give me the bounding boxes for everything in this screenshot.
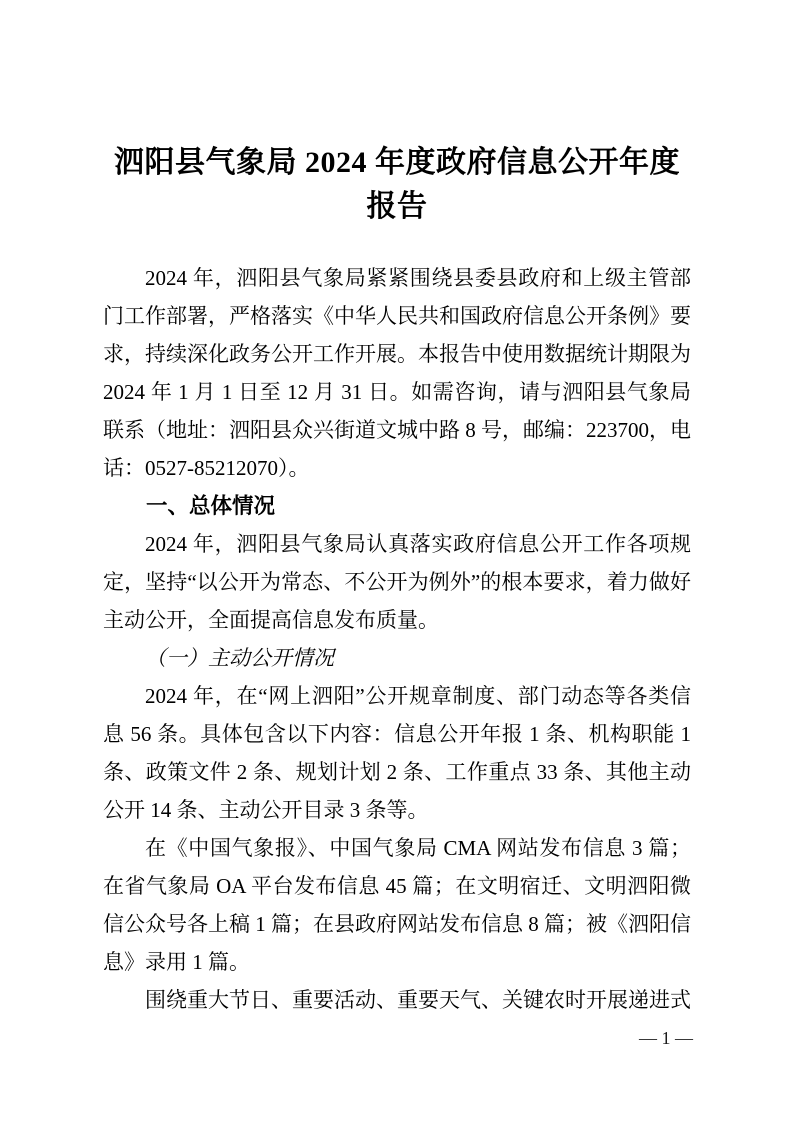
document-content xyxy=(103,141,691,1019)
section-heading-overall-situation: 一、总体情况 xyxy=(146,494,276,518)
paragraph-media-publications: 在《中国气象报》、中国气象局 CMA 网站发布信息 3 篇；在省气象局 OA 平台发布信息 45 篇；在文明宿迁、文明泗阳微信公众号各上稿 1 篇；在县政府网站发布信息 8 篇；被《泗阳信息》录用 1 篇。 xyxy=(103,836,691,974)
paragraph-overall-situation: 2024 年，泗阳县气象局认真落实政府信息公开工作各项规定，坚持“以公开为常态、不公开为例外”的根本要求，着力做好主动公开，全面提高信息发布质量。 xyxy=(103,532,691,632)
paragraph-key-events-truncated: 围绕重大节日、重要活动、重要天气、关键农时开展递进式 xyxy=(145,988,691,1012)
document-title: 泗阳县气象局 2024 年度政府信息公开年度报告 xyxy=(114,146,680,223)
subsection-heading-active-disclosure: （一）主动公开情况 xyxy=(145,646,334,670)
paragraph-intro: 2024 年，泗阳县气象局紧紧围绕县委县政府和上级主管部门工作部署，严格落实《中华人民共和国政府信息公开条例》要求，持续深化政务公开工作开展。本报告中使用数据统计期限为 2024 年 1 月 1 日至 12 月 31 日。如需咨询，请与泗阳县气象局联系（地址：泗阳县众兴街道文城中路 8 号，邮编：223700，电话：0527-85212070）。 xyxy=(103,266,691,480)
paragraph-active-disclosure-stats: 2024 年，在“网上泗阳”公开规章制度、部门动态等各类信息 56 条。具体包含以下内容：信息公开年报 1 条、机构职能 1 条、政策文件 2 条、规划计划 2 条、工作重点 33 条、其他主动公开 14 条、主动公开目录 3 条等。 xyxy=(103,684,691,822)
page-number: — 1 — xyxy=(639,1028,693,1048)
